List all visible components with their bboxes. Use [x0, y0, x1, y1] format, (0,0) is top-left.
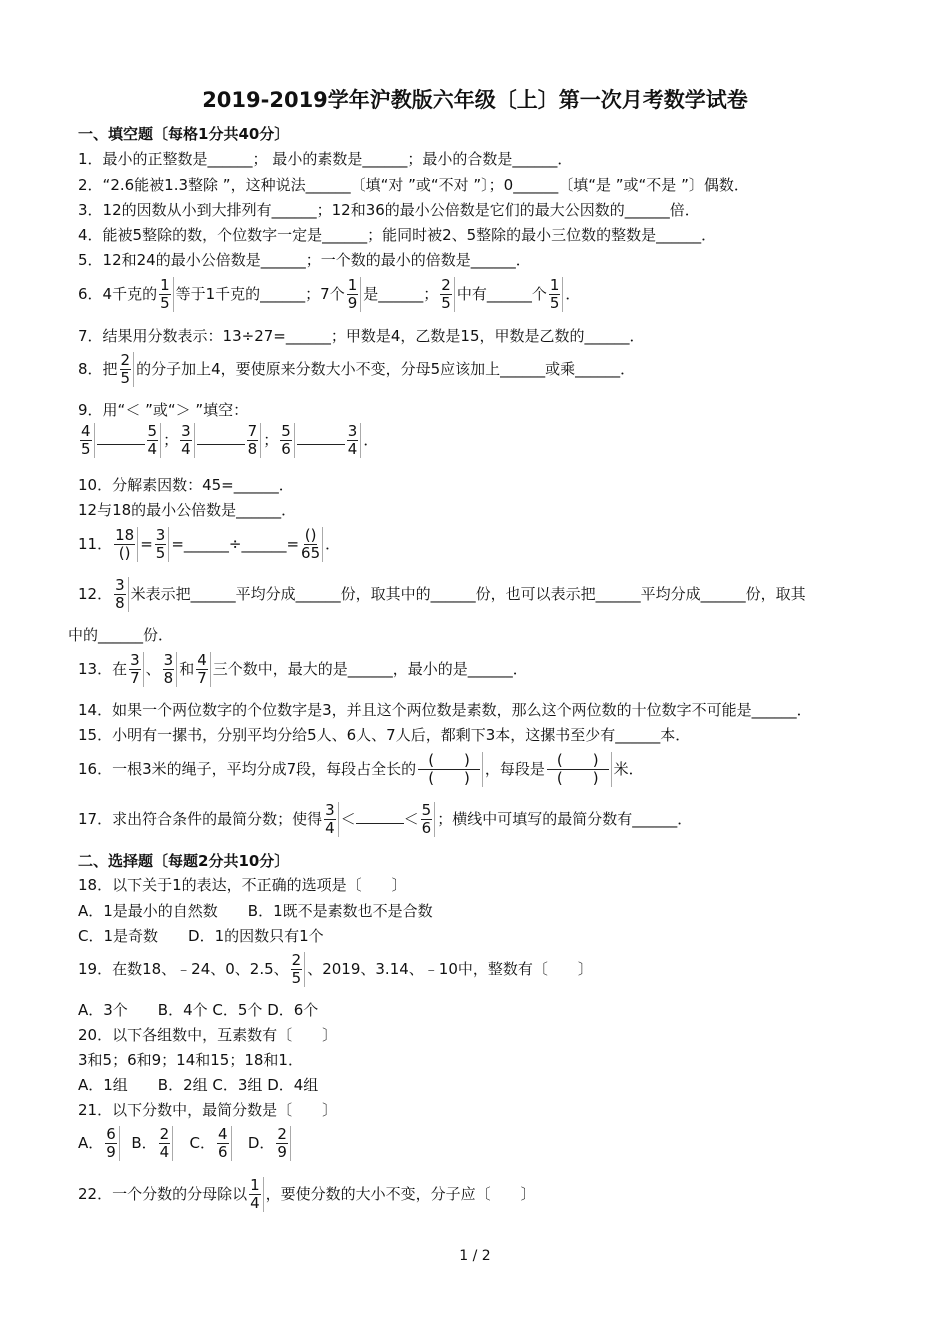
fraction: $\frac{2}{5}$ — [291, 952, 306, 987]
fraction: $\frac{3}{8}$ — [163, 652, 178, 687]
answer-blank — [197, 430, 245, 445]
fraction: $\frac{6}{9}$ — [105, 1126, 120, 1161]
fraction: $\frac{1}{4}$ — [249, 1177, 264, 1212]
question-15: 15．小明有一摞书，分别平均分给5人、6人、7人后，都剩下3本，这摞书至少有______本． — [78, 726, 691, 744]
fraction: $\frac{4}{7}$ — [196, 652, 211, 687]
question-14: 14．如果一个两位数字的个位数字是3，并且这个两位数是素数，那么这个两位数的十位数字不可能是______． — [78, 701, 812, 719]
question-19: 19．在数18、﹣24、0、2.5、 $\frac{2}{5}$ 、2019、3.14、﹣10中，整数有〔 〕 — [78, 951, 593, 987]
question-18-options-b: C．1是奇数 D．1的因数只有1个 — [78, 927, 324, 945]
question-22: 22．一个分数的分母除以 $\frac{1}{4}$ ，要使分数的大小不变，分子应〔 〕 — [78, 1176, 536, 1212]
question-21: 21．以下分数中，最简分数是〔 〕 — [78, 1101, 338, 1119]
fraction: $\frac{3}{4}$ — [180, 423, 195, 458]
fraction: $\frac{3}{7}$ — [129, 652, 144, 687]
question-16: 16．一根3米的绳子，平均分成7段，每段占全长的 $\frac{( )}{( )}$ ，每段是 $\frac{( )}{( )}$ 米． — [78, 751, 644, 787]
section-fill-blank: 一、填空题〔每格1分共40分〕 — [78, 125, 290, 143]
question-21-options: A． $\frac{6}{9}$ B． $\frac{2}{4}$ C． $\frac{4}{6}$ D． $\frac{2}{9}$ — [78, 1126, 293, 1161]
answer-blank — [97, 430, 145, 445]
question-9-items: $\frac{4}{5}$ $\frac{5}{4}$ ； $\frac{3}{4}$ $\frac{7}{8}$ ； $\frac{5}{6}$ $\frac{3}{4}$ ． — [81, 422, 379, 458]
question-18: 18．以下关于1的表达，不正确的选项是〔 〕 — [78, 876, 407, 894]
fraction: $\frac{18}{()}$ — [114, 527, 138, 562]
fraction: $\frac{1}{9}$ — [347, 277, 362, 312]
fraction: $\frac{1}{5}$ — [549, 277, 564, 312]
question-20: 20．以下各组数中，互素数有〔 〕 — [78, 1026, 338, 1044]
question-2: 2．“2.6能被1.3整除 ”，这种说法______〔填“对 ”或“不对 ”〕；0______〔填“是 ”或“不是 ”〕偶数． — [78, 176, 749, 194]
question-17: 17．求出符合条件的最简分数；使得 $\frac{3}{4}$ ＜ ＜ $\frac{5}{6}$ ；横线中可填写的最简分数有______． — [78, 801, 693, 837]
question-13: 13．在 $\frac{3}{7}$ 、 $\frac{3}{8}$ 和 $\frac{4}{7}$ 三个数中，最大的是______，最小的是______． — [78, 651, 528, 687]
question-20-pairs: 3和5；6和9；14和15；18和1． — [78, 1051, 303, 1069]
question-11: 11． $\frac{18}{()}$ = $\frac{3}{5}$ =______÷______= $\frac{()}{65}$ ． — [78, 526, 341, 562]
page-number: 1 / 2 — [459, 1248, 491, 1264]
fraction: $\frac{7}{8}$ — [247, 423, 262, 458]
fraction: $\frac{5}{6}$ — [421, 802, 436, 837]
fraction: $\frac{2}{5}$ — [440, 277, 455, 312]
question-10-b: 12与18的最小公倍数是______． — [78, 501, 297, 519]
fraction: $\frac{( )}{( )}$ — [547, 752, 612, 787]
fraction: $\frac{( )}{( )}$ — [418, 752, 483, 787]
question-9: 9．用“＜ ”或“＞ ”填空： — [78, 401, 249, 419]
question-1: 1．最小的正整数是______； 最小的素数是______；最小的合数是______． — [78, 150, 573, 168]
question-20-options: A．1组 B．2组 C．3组 D．4组 — [78, 1076, 319, 1094]
question-12-cont: 中的______份． — [68, 626, 174, 644]
fraction: $\frac{2}{4}$ — [159, 1126, 174, 1161]
fraction: $\frac{5}{4}$ — [147, 423, 162, 458]
fraction: $\frac{1}{5}$ — [159, 277, 174, 312]
question-4: 4．能被5整除的数，个位数字一定是______；能同时被2、5整除的最小三位数的整数是______． — [78, 226, 717, 244]
question-19-options: A．3个 B．4个 C．5个 D．6个 — [78, 1001, 319, 1019]
question-18-options-a: A．1是最小的自然数 B．1既不是素数也不是合数 — [78, 902, 433, 920]
fraction: $\frac{4}{5}$ — [80, 423, 95, 458]
question-7: 7．结果用分数表示：13÷27=______；甲数是4，乙数是15，甲数是乙数的______． — [78, 327, 645, 345]
fraction: $\frac{2}{9}$ — [276, 1126, 291, 1161]
question-10: 10．分解素因数：45=______． — [78, 476, 294, 494]
question-6: 6．4千克的 $\frac{1}{5}$ 等于1千克的______；7个 $\frac{1}{9}$ 是______； $\frac{2}{5}$ 中有______个 $\frac{1}{5}$ ． — [78, 276, 581, 312]
fraction: $\frac{3}{8}$ — [114, 577, 129, 612]
question-8: 8．把 $\frac{2}{5}$ 的分子加上4，要使原来分数大小不变，分母5应该加上______或乘______． — [78, 351, 636, 387]
fraction: $\frac{2}{5}$ — [120, 352, 135, 387]
question-5: 5．12和24的最小公倍数是______；一个数的最小的倍数是______． — [78, 251, 531, 269]
question-3: 3．12的因数从小到大排列有______；12和36的最小公倍数是它们的最大公因数的______倍． — [78, 201, 700, 219]
fraction: $\frac{3}{5}$ — [155, 527, 170, 562]
fraction: $\frac{5}{6}$ — [280, 423, 295, 458]
question-12: 12． $\frac{3}{8}$ 米表示把______平均分成______份，取其中的______份，也可以表示把______平均分成______份，取其 — [78, 576, 806, 612]
fraction: $\frac{3}{4}$ — [324, 802, 339, 837]
fraction: $\frac{4}{6}$ — [217, 1126, 232, 1161]
answer-blank — [356, 809, 404, 824]
fraction: $\frac{()}{65}$ — [301, 527, 323, 562]
answer-blank — [297, 430, 345, 445]
page-title: 2019-2019学年沪教版六年级〔上〕第一次月考数学试卷 — [202, 88, 748, 112]
fraction: $\frac{3}{4}$ — [347, 423, 362, 458]
section-multiple-choice: 二、选择题〔每题2分共10分〕 — [78, 852, 290, 870]
